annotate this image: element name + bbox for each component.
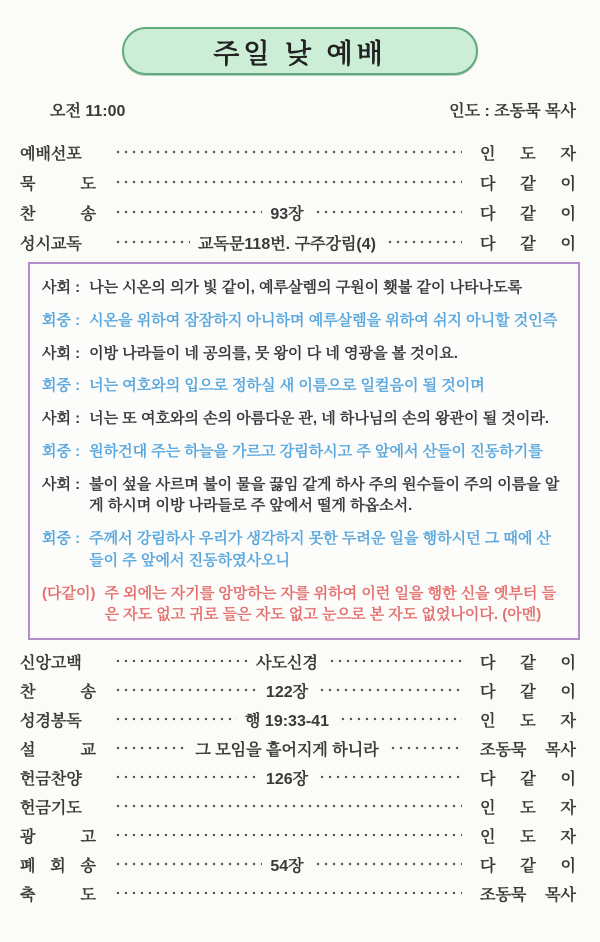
order-item-detail: 그 모임을 흩어지게 하니라 (195, 741, 379, 759)
reading-speaker: 사회 : (42, 344, 81, 362)
dotted-leader (112, 654, 248, 668)
reading-line (42, 583, 564, 627)
service-subheader (0, 98, 600, 121)
order-item-assignee: 다 같 이 (480, 654, 577, 672)
order-item-detail: 사도신경 (256, 654, 318, 672)
dotted-leader (112, 741, 187, 755)
reading-line (42, 474, 564, 518)
order-item-label: 신앙고백 (20, 654, 82, 672)
service-leader: 인도 : 조동묵 목사 (449, 103, 576, 120)
order-item-label: 성경봉독 (20, 712, 82, 730)
reading-speaker: 회중 : (42, 442, 81, 460)
reading-text: 시온을 위하여 잠잠하지 아니하며 예루살렘을 위하여 쉬지 아니할 것인즉 (89, 311, 558, 329)
order-row (20, 883, 576, 903)
order-item-label: 설 교 (20, 741, 96, 759)
dotted-leader (384, 235, 462, 249)
order-item-assignee: 조동묵 목사 (480, 886, 576, 904)
title-banner (122, 27, 478, 75)
order-row (20, 796, 576, 816)
reading-line (42, 277, 564, 299)
order-row (20, 202, 576, 222)
dotted-leader (316, 770, 462, 784)
dotted-leader (112, 799, 462, 813)
reading-line (42, 375, 564, 397)
reading-line (42, 343, 564, 365)
dotted-leader (112, 857, 262, 871)
reading-text: 너는 여호와의 입으로 정하실 새 이름으로 일컬음이 될 것이며 (89, 377, 485, 395)
reading-speaker: 사회 : (42, 410, 81, 427)
service-time: 오전 11:00 (50, 103, 126, 120)
reading-speaker: 회중 : (42, 377, 81, 395)
dotted-leader (312, 205, 462, 219)
reading-speaker: 사회 : (42, 475, 81, 493)
order-item-label: 헌금기도 (20, 799, 82, 817)
order-row (20, 738, 576, 758)
reading-speaker: 사회 : (42, 279, 81, 296)
order-item-detail: 122장 (265, 683, 309, 701)
order-item-assignee: 다 같 이 (480, 205, 577, 223)
reading-text: 이방 나라들이 네 공의를, 뭇 왕이 다 네 영광을 볼 것이요. (89, 344, 458, 362)
order-item-label: 예배선포 (20, 145, 82, 163)
order-item-label: 광 고 (20, 828, 96, 846)
order-list-bottom (0, 651, 600, 903)
reading-line (42, 310, 564, 332)
reading-line (42, 408, 564, 430)
order-row (20, 232, 576, 252)
order-item-label: 헌금찬양 (20, 770, 82, 788)
order-row (20, 651, 576, 671)
dotted-leader (326, 654, 462, 668)
order-row (20, 854, 576, 874)
dotted-leader (112, 886, 462, 900)
order-item-assignee: 다 같 이 (480, 235, 576, 253)
order-item-detail: 행 19:33-41 (245, 712, 329, 730)
order-item-assignee: 다 같 이 (480, 175, 576, 193)
order-item-label: 찬 송 (20, 683, 96, 701)
reading-text: 원하건대 주는 하늘을 가르고 강림하시고 주 앞에서 산들이 진동하기를 (89, 442, 543, 460)
order-item-assignee: 조동묵 목사 (480, 741, 577, 759)
order-item-label: 축 도 (20, 886, 96, 904)
dotted-leader (337, 712, 462, 726)
page-title: 주일 낮 예배 (213, 38, 387, 69)
reading-speaker: 회중 : (42, 311, 81, 329)
reading-line (42, 528, 564, 572)
dotted-leader (112, 175, 462, 189)
reading-text: 너는 또 여호와의 손의 아름다운 관, 네 하나님의 손의 왕관이 될 것이라. (89, 410, 550, 427)
dotted-leader (112, 235, 190, 249)
reading-line (42, 441, 564, 463)
dotted-leader (387, 741, 462, 755)
order-item-assignee: 인 도 자 (480, 145, 576, 163)
order-item-label: 묵 도 (20, 175, 96, 193)
order-item-label: 찬 송 (20, 205, 96, 223)
order-row (20, 172, 576, 192)
order-item-assignee: 다 같 이 (480, 683, 576, 701)
order-item-label: 성시교독 (20, 235, 82, 253)
order-item-detail: 교독문118번. 구주강림(4) (198, 235, 376, 253)
dotted-leader (312, 857, 462, 871)
order-row (20, 142, 576, 162)
dotted-leader (112, 683, 258, 697)
reading-text: 불이 섶을 사르며 불이 물을 끓임 같게 하사 주의 원수들이 주의 이름을 알게 하시며 이방 나라들로 주 앞에서 떨게 하옵소서. (89, 475, 560, 515)
order-item-label: 폐 회 송 (20, 857, 96, 875)
dotted-leader (316, 683, 462, 697)
order-item-assignee: 다 같 이 (480, 857, 577, 875)
order-item-assignee: 인 도 자 (480, 799, 576, 817)
order-row (20, 825, 576, 845)
reading-speaker: 회중 : (42, 530, 81, 547)
dotted-leader (112, 145, 462, 159)
order-item-assignee: 인 도 자 (480, 712, 577, 730)
order-item-assignee: 다 같 이 (480, 770, 576, 788)
reading-speaker: (다같이) (42, 584, 96, 602)
order-item-detail: 54장 (270, 857, 304, 875)
order-item-assignee: 인 도 자 (480, 828, 576, 846)
order-item-detail: 126장 (265, 770, 309, 788)
dotted-leader (112, 205, 262, 219)
order-row (20, 709, 576, 729)
order-item-detail: 93장 (270, 205, 304, 223)
dotted-leader (112, 712, 237, 726)
order-list-top (0, 142, 600, 252)
reading-text: 주께서 강림하사 우리가 생각하지 못한 두려운 일을 행하시던 그 때에 산들이 주 앞에서 진동하였사오니 (89, 530, 552, 569)
order-row (20, 767, 576, 787)
dotted-leader (112, 770, 258, 784)
reading-text: 주 외에는 자기를 앙망하는 자를 위하여 이런 일을 행한 신을 옛부터 들은 자도 없고 귀로 들은 자도 없고 눈으로 본 자도 없었나이다. (아멘) (104, 584, 557, 624)
order-row (20, 680, 576, 700)
reading-text: 나는 시온의 의가 빛 같이, 예루살렘의 구원이 횃불 같이 나타나도록 (89, 279, 523, 296)
dotted-leader (112, 828, 462, 842)
responsive-reading-box (28, 262, 580, 640)
